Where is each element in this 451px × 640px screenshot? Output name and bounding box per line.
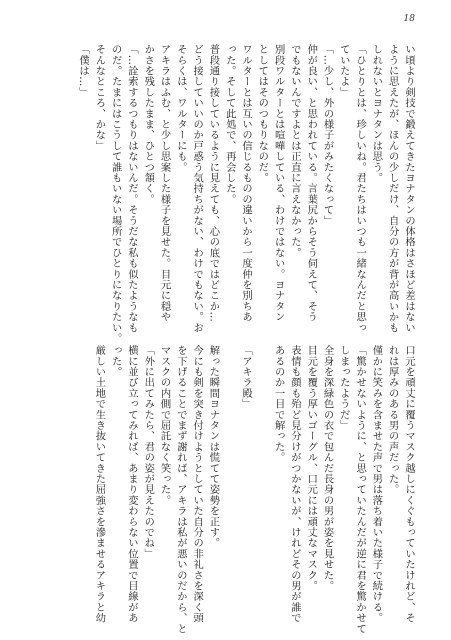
text-line: 「驚かせないように、と思っていたんだが逆に君を驚かせて bbox=[354, 345, 367, 634]
text-line: としてはそのつもりなのだ。 bbox=[256, 44, 269, 184]
text-line: アキラはふむ、と少し思案した様子を見せた。目元に穏や bbox=[158, 44, 171, 323]
text-line: 目元を覆う厚いゴーグル、口元には頑丈なマスク。 bbox=[305, 345, 318, 592]
text-line bbox=[254, 345, 270, 617]
text-line: 普段通り接しているように見えても、心の底ではどこか… bbox=[207, 44, 220, 323]
text-line: 別段ワルターとは喧嘩している、わけではない。ヨナタン bbox=[272, 44, 285, 323]
text-line: れは厚みのある男の声だった。 bbox=[386, 345, 399, 495]
upper-text-block bbox=[75, 44, 417, 344]
lower-text-block bbox=[91, 345, 417, 634]
text-line: 「…少し、外の様子がみたくなって」 bbox=[321, 44, 334, 226]
text-line: ように思えたが、ほんの少しだけ、自分の方が背が高いかも bbox=[386, 44, 399, 333]
text-line: 「僕は…」 bbox=[77, 44, 90, 98]
text-line: でもないんですよとは正直に言えなかった。 bbox=[288, 44, 301, 258]
text-line: い頃より剣技で鍛えてきたヨナタンの体格はさほど差はない bbox=[403, 44, 415, 333]
text-line: 厳しい土地で生き抜いてきた屈強さを滲ませるアキラと幼 bbox=[93, 345, 106, 624]
text-line: 「ひとりとは、珍しいね。君たちはいつも一緒なんだと思っ bbox=[354, 44, 367, 333]
text-line: 今にも剣を突き付けようとしていた自分の非礼さを深く頭 bbox=[191, 345, 204, 624]
text-line: かさを残したまま、ひとつ頷く。 bbox=[142, 44, 155, 205]
text-line: 「…詮索するつもりはないんだ。そうだな私も似たようなも bbox=[125, 44, 138, 333]
text-line: あるのか一目で解った。 bbox=[272, 345, 285, 463]
text-line: のだ。たまにはこうして誰もいない場所でひとりになりたい。 bbox=[109, 44, 122, 344]
text-line: 解った瞬間ヨナタンは慌てて姿勢を正す。 bbox=[207, 345, 220, 549]
text-line: ワルターとは互いの信じるものの違いから一度仲を別ちあ bbox=[240, 44, 253, 323]
text-line: った。そして此処で、再会した。 bbox=[223, 44, 236, 205]
text-line: そらくは、ワルターにも。 bbox=[174, 44, 187, 173]
text-line: マスクの内側で屈託なく笑った。 bbox=[158, 345, 171, 506]
text-line: 横に並び立ってみれば、あまり変わらない位置で目線があ bbox=[125, 345, 138, 624]
text-line: しまったようだ」 bbox=[337, 345, 350, 431]
text-line bbox=[221, 345, 237, 617]
text-line: 「外に出てみたら、君の姿が見えたのでね」 bbox=[142, 345, 155, 559]
text-line: どう接していいのか戸惑う気持ちがない、わけでもない。お bbox=[191, 44, 204, 333]
text-line: しれないとヨナタンは思う。 bbox=[370, 44, 383, 184]
text-line: 「アキラ殿」 bbox=[240, 345, 253, 410]
text-line: 仲が良い、と思われている。言葉尻からそう伺えて、そう bbox=[305, 44, 318, 323]
text-line: 口元を頑丈に覆うマスク越しにくぐもっていたけれど、そ bbox=[403, 345, 415, 624]
text-line: った。 bbox=[109, 345, 122, 378]
text-line: 全身を深緑色の衣で包んだ長身の男が姿を見せた。 bbox=[321, 345, 334, 592]
text-line: 僅かに笑みを含ませた声で男は落ち着いた様子で続ける。 bbox=[370, 345, 383, 624]
text-line: を下げることでまず謝れば、アキラは私が悪いのだから、と bbox=[174, 345, 187, 634]
page-number: 18 bbox=[403, 14, 415, 24]
text-line: そんなところ、かな」 bbox=[93, 44, 106, 151]
text-line: ていたよ」 bbox=[337, 44, 350, 98]
text-line: 表情も顔も殆ど見分けがつかないが、けれどその男が誰で bbox=[288, 345, 301, 624]
